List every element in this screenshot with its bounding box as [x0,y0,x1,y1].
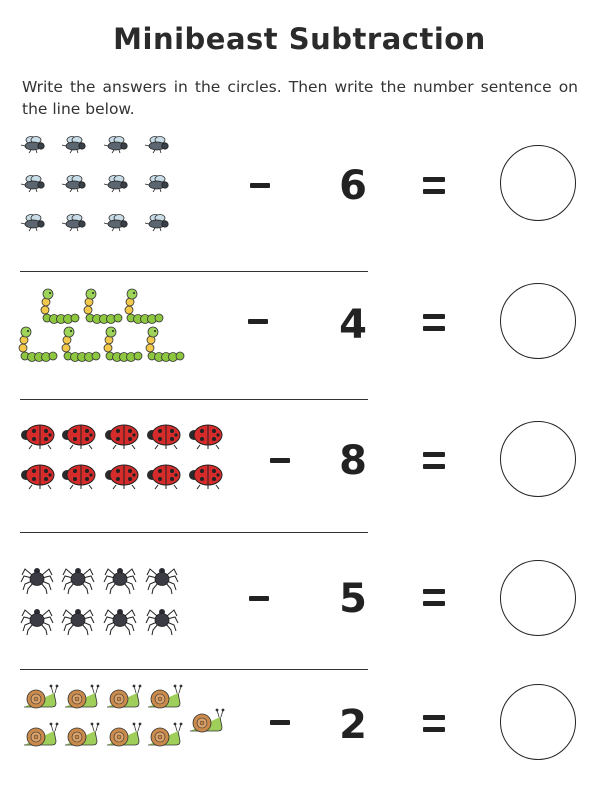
subtrahend-number: 6 [339,163,367,209]
number-sentence-line[interactable] [20,532,368,533]
equals-sign [423,314,445,331]
page-title: Minibeast Subtraction [113,22,486,56]
minus-sign [250,183,270,188]
problem-row-1 [0,130,599,270]
fly-icon [0,130,230,260]
minus-sign [249,596,269,601]
number-sentence-line[interactable] [20,271,368,272]
minus-sign [248,319,268,324]
answer-circle[interactable] [500,421,576,497]
answer-circle[interactable] [500,684,576,760]
caterpillar-icon [0,280,230,395]
answer-circle[interactable] [500,145,576,221]
equals-sign [423,589,445,606]
answer-circle[interactable] [500,560,576,636]
minus-sign [270,720,290,725]
subtrahend-number: 4 [339,302,367,348]
subtrahend-number: 8 [339,438,367,484]
problem-row-3 [0,415,599,530]
problem-row-5 [0,675,599,783]
problem-row-2 [0,280,599,395]
minibeast-group [0,415,230,545]
number-sentence-line[interactable] [20,669,368,670]
minibeast-group [0,280,230,410]
equals-sign [423,452,445,469]
spider-icon [0,548,230,663]
minibeast-group [0,548,230,678]
problem-row-4 [0,548,599,663]
ladybird-icon [0,415,230,530]
equals-sign [423,715,445,732]
number-sentence-line[interactable] [20,399,368,400]
minibeast-group [0,130,230,260]
equals-sign [423,177,445,194]
subtrahend-number: 5 [339,576,367,622]
subtrahend-number: 2 [339,702,367,748]
answer-circle[interactable] [500,283,576,359]
minus-sign [270,458,290,463]
snail-icon [0,675,230,783]
instructions-text: Write the answers in the circles. Then write the number sentence on the line below. [22,78,578,118]
minibeast-group [0,675,230,805]
